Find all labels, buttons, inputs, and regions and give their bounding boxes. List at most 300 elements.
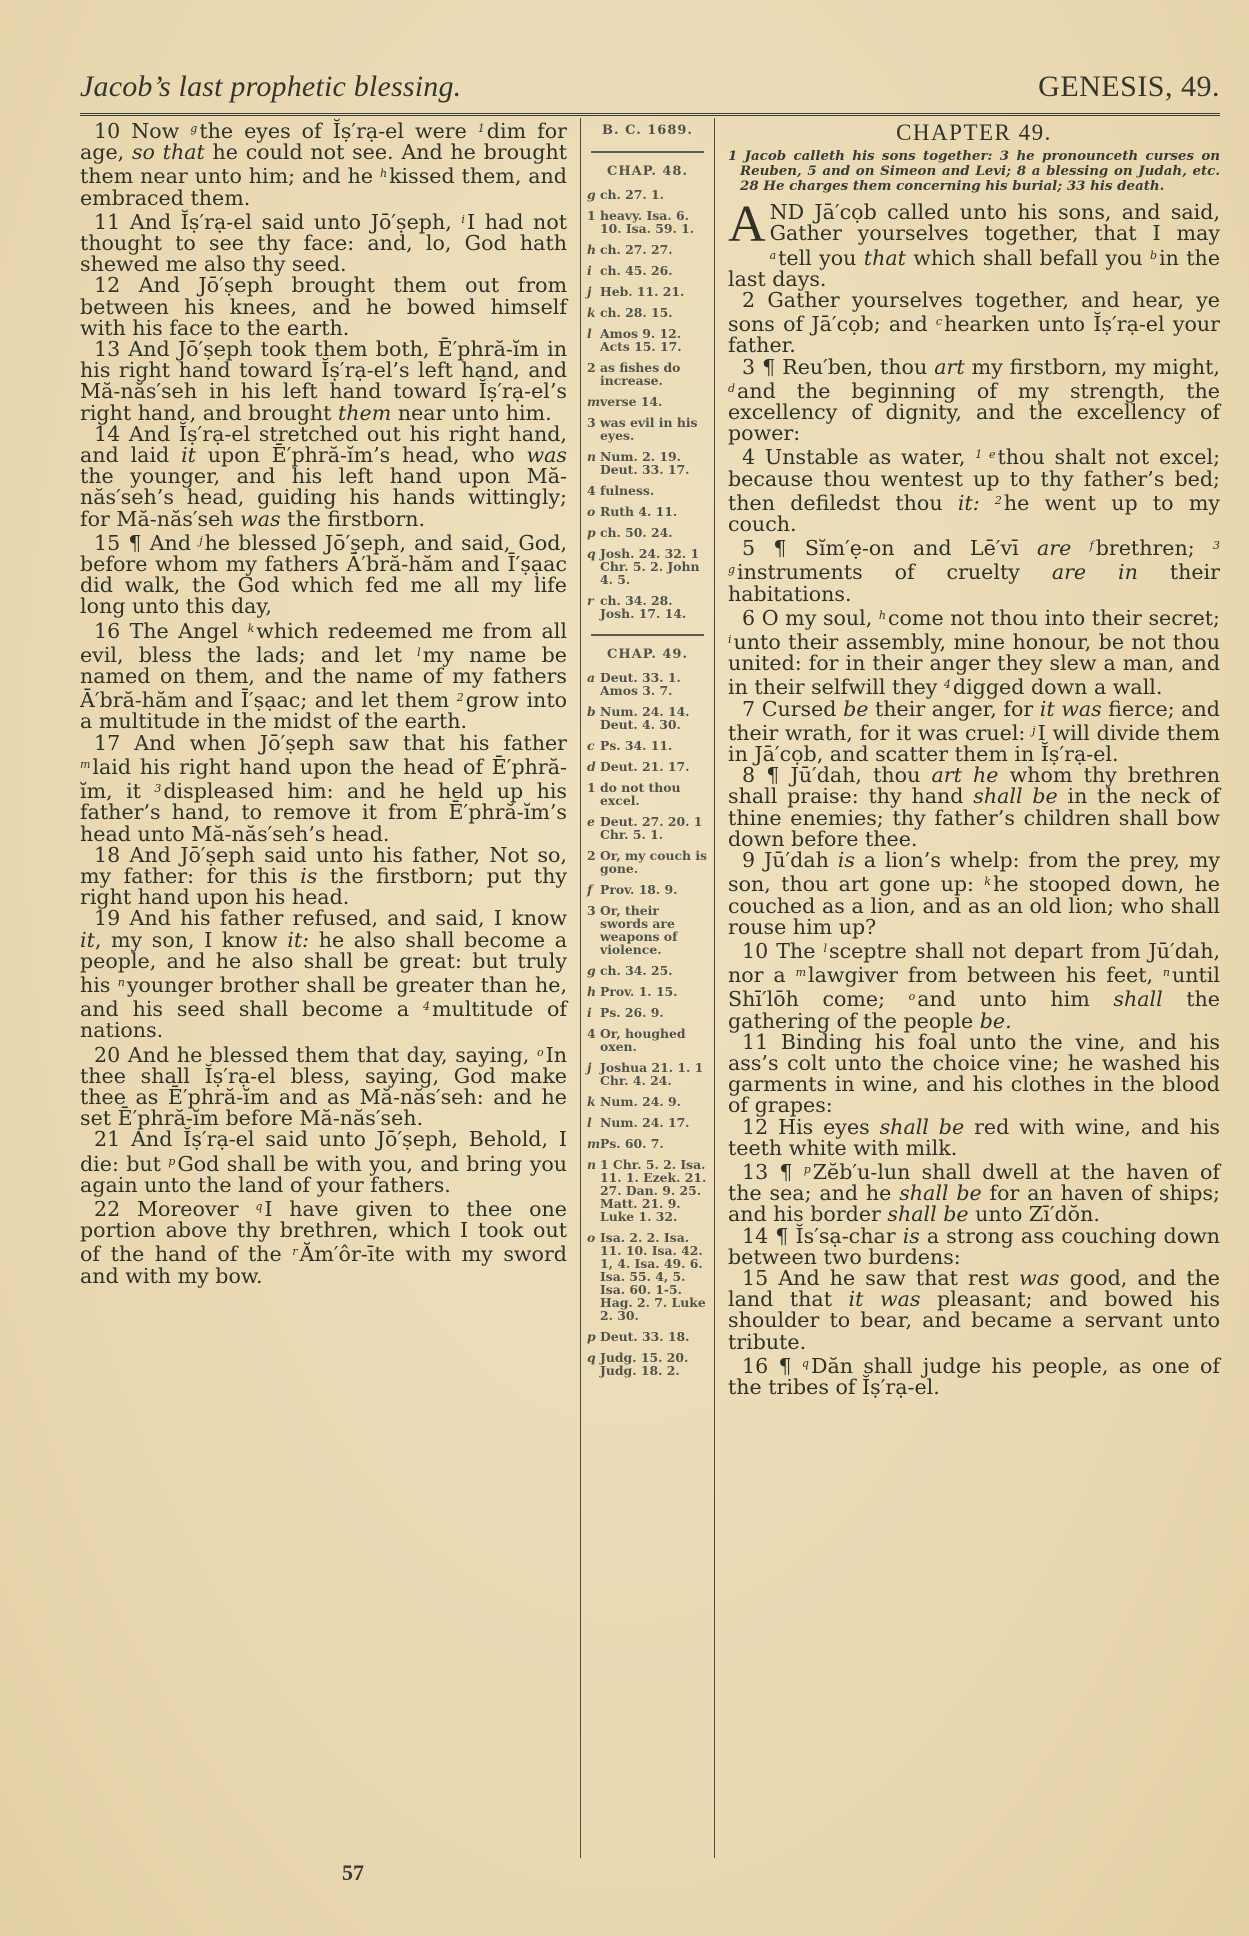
verse-number: 10 — [94, 119, 132, 143]
ref-marker: 2 — [587, 360, 596, 375]
verse-text: the firstborn. — [280, 506, 426, 531]
reference-marker: a — [769, 248, 777, 262]
reference-marker: p — [168, 1154, 176, 1168]
ref-marker: 1 — [587, 780, 596, 795]
cross-reference — [587, 264, 708, 277]
verse-text: unto their assembly, mine honour, be not thou united: for in their anger they slew a man, and in their selfwill they — [728, 630, 1220, 700]
verse-text: The — [776, 938, 824, 963]
ref-marker: p — [587, 525, 596, 540]
verse-number: 17 — [94, 730, 135, 755]
reference-marker: l — [417, 645, 421, 659]
verse-number: 9 — [742, 848, 764, 873]
reference-marker: 4 — [422, 1000, 430, 1014]
verse-text: Gather yourselves together, and hear, ye sons of Jā′cọb; and — [728, 288, 1220, 337]
cross-reference — [587, 760, 708, 773]
cross-reference — [587, 361, 708, 387]
verse-text: sceptre shall not depart from Jū′dah, nor a — [728, 938, 1220, 988]
verse-text: my firstborn, my might, — [964, 354, 1220, 379]
ref-marker: 3 — [587, 903, 596, 918]
verse-text: multitude of nations. — [80, 997, 568, 1043]
ref-text: Heb. 11. 21. — [600, 284, 685, 299]
verse — [80, 209, 567, 276]
ref-divider — [591, 151, 704, 153]
reference-marker: h — [878, 608, 886, 622]
cross-reference — [587, 1231, 708, 1322]
drop-cap: A — [728, 196, 766, 254]
verse-text: brethren; — [1095, 536, 1214, 561]
verse — [80, 908, 567, 1041]
italic-supplied-word: that — [863, 245, 906, 270]
cross-reference — [587, 505, 708, 518]
italic-supplied-word: shall be — [973, 784, 1058, 809]
cross-reference — [587, 985, 708, 998]
ref-text: was evil in his eyes. — [600, 415, 698, 443]
verse-text: And Ĭṣ′rạ-el stretched out his right hand, and laid — [80, 421, 567, 468]
cross-reference — [587, 671, 708, 697]
verse-text: displeased him: and he held up his father’s hand, to remove it from Ē′phră-ĭm’s head unto Mă-năs′seh’s head. — [80, 779, 567, 846]
cross-reference — [587, 188, 708, 201]
verse-number: 7 — [742, 696, 762, 721]
ref-marker: h — [587, 242, 597, 257]
cross-reference — [587, 395, 708, 408]
verse-text: And his father refused, and said, I know — [129, 906, 567, 931]
ref-text: Ruth 4. 11. — [600, 504, 678, 519]
ref-marker: 2 — [587, 848, 596, 863]
ref-marker: l — [587, 1115, 592, 1130]
verse — [80, 1196, 567, 1287]
verse-text: near unto him. — [391, 400, 552, 425]
verse-number: 13 — [94, 337, 129, 362]
ref-marker: m — [587, 394, 601, 409]
cross-reference — [587, 904, 708, 956]
verse-text: Reu′ben, thou — [782, 354, 935, 379]
verse — [80, 339, 567, 424]
reference-marker: m — [80, 757, 91, 771]
ref-text: Ps. 26. 9. — [600, 1005, 664, 1020]
verse-number: 4 — [742, 445, 765, 470]
reference-sections — [587, 165, 708, 1377]
verse-text: the firstborn; put thy right hand upon his head. — [80, 863, 567, 910]
cross-reference — [587, 327, 708, 353]
verse-text: And Jō′ṣeph said unto his father, Not so, my father: for this — [80, 842, 567, 888]
ref-marker: 3 — [587, 415, 596, 430]
verse-text: Jū′dah — [763, 848, 838, 873]
verse-number: 15 ¶ — [94, 530, 150, 555]
cross-reference — [587, 547, 708, 586]
verse-text: And Jō′ṣeph brought them out from between his knees, and he bowed himself with his face to the earth. — [80, 273, 567, 340]
chapter-title: CHAPTER 49. — [896, 120, 1052, 145]
italic-supplied-word: it: — [287, 927, 310, 952]
ref-text: Num. 2. 19. Deut. 33. 17. — [600, 449, 690, 477]
verse — [728, 535, 1220, 605]
cross-reference — [587, 1116, 708, 1129]
verse-text: And Ĭṣ′rạ-el said unto Jō′ṣeph, Behold, I die: but — [80, 1127, 567, 1176]
ref-marker: j — [587, 1060, 592, 1075]
italic-supplied-word: was — [1019, 1265, 1060, 1290]
verse — [80, 1042, 567, 1130]
verse-number: 18 — [94, 842, 130, 867]
verse-text: which redeemed me from all evil, bless the lads; and let — [80, 618, 567, 667]
verse-number: 12 — [94, 273, 139, 298]
verse-text: unto Zī′dŏn. — [968, 1202, 1100, 1227]
ref-marker: n — [587, 1157, 597, 1172]
ref-text: do not thou excel. — [600, 780, 681, 808]
ref-text: ch. 34. 28. Josh. 17. 14. — [600, 593, 687, 621]
cross-reference — [587, 781, 708, 807]
verse-number: 10 — [742, 938, 777, 963]
verse-text: kissed them, and embraced them. — [80, 164, 567, 210]
ref-text: Isa. 2. 2. Isa. 11. 10. Isa. 42. 1, 4. Isa. 49. 6. Isa. 55. 4, 5. Isa. 60. 1-5. Hag. 2. 7. Luke 2. 30. — [600, 1230, 706, 1323]
ref-marker: r — [587, 593, 594, 608]
italic-supplied-word: shall be — [887, 1202, 969, 1227]
reference-marker: c — [935, 315, 943, 329]
ref-chapter-label: CHAP. 49. — [606, 647, 688, 662]
verse-text: the gathering of the people — [728, 987, 1220, 1033]
italic-supplied-word: them — [338, 400, 392, 425]
verse-number: 13 ¶ — [742, 1159, 804, 1184]
verse-text: Sĭm′ẹ-on and Lē′vī — [804, 536, 1037, 561]
verse — [728, 196, 1221, 291]
ref-marker: i — [587, 1005, 592, 1020]
cross-reference — [587, 526, 708, 539]
reference-marker: i — [461, 212, 465, 226]
verse — [728, 850, 1220, 938]
verse — [80, 275, 567, 339]
verse-text: Moreover — [136, 1196, 256, 1221]
ref-marker: f — [587, 882, 593, 897]
cross-reference — [587, 416, 708, 442]
verse-text: And Ĭṣ′rạ-el said unto Jō′ṣeph, — [129, 209, 462, 234]
verse-text: ND Jā′cọb called unto his sons, and said, Gather yourselves together, that I may — [769, 200, 1220, 246]
verse — [728, 1353, 1220, 1398]
verse-text: he went up to my couch. — [728, 490, 1220, 537]
cross-reference — [587, 1027, 708, 1053]
verse-text: red with wine, and his teeth white with milk. — [728, 1114, 1220, 1160]
reference-marker: j — [1032, 723, 1036, 737]
cross-reference — [587, 883, 708, 896]
ref-marker: l — [587, 326, 592, 341]
italic-supplied-word: was — [526, 443, 567, 468]
verse-number: 6 — [742, 605, 762, 630]
cross-reference — [587, 1095, 708, 1108]
cross-reference — [587, 285, 708, 298]
verse-text: Ăm′ôr-īte with my sword and with my bow. — [80, 1242, 567, 1288]
verse-text: whom thy brethren shall praise: thy hand — [728, 763, 1220, 809]
cross-reference — [587, 243, 708, 256]
ref-text: Judg. 15. 20. Judg. 18. 2. — [600, 1350, 689, 1378]
verse-text: and the beginning of my strength, the excellency of dignity, and the excellency of power: — [728, 378, 1220, 446]
verse-number: 14 — [94, 421, 129, 446]
ref-text: Or, their swords are weapons of violence. — [600, 903, 678, 957]
reference-marker: l — [823, 941, 828, 955]
running-head — [80, 70, 1220, 110]
reference-marker: q — [801, 1356, 809, 1370]
cross-reference — [587, 450, 708, 476]
verse — [728, 1159, 1220, 1226]
verse-text: he stooped down, he couched as a lion, and as an old lion; who shall rouse him up? — [728, 872, 1220, 939]
ref-marker: k — [587, 1094, 596, 1109]
reference-marker: k — [247, 621, 255, 635]
verse-text: a lion’s whelp: from the prey, my son, thou art gone up: — [728, 848, 1220, 897]
verse-text: O my soul, — [761, 605, 879, 630]
verse-text: until Shī′lōh come; — [728, 963, 1220, 1012]
reference-marker: 3 — [154, 782, 162, 796]
verse-text: in the last days. — [728, 245, 1221, 291]
verse — [728, 765, 1220, 850]
ref-marker: g — [587, 963, 596, 978]
verse-text — [1071, 536, 1089, 560]
verse-text: their anger, for — [868, 696, 1040, 721]
italic-supplied-word: is — [300, 863, 318, 888]
reference-marker: q — [255, 1199, 263, 1213]
verse-text: hearken unto Ĭṣ′rạ-el your father. — [728, 312, 1220, 358]
verse-number: 11 — [94, 209, 130, 234]
reference-marker: n — [117, 975, 125, 989]
verse-number: 3 ¶ — [742, 354, 783, 379]
italic-supplied-word: are in — [1051, 560, 1138, 585]
verse-number: 8 ¶ — [742, 763, 791, 788]
verse-text: Ĭs′sạ-char — [795, 1223, 903, 1248]
verse-text: Zĕb′u-lun shall dwell at the haven of the sea; and he — [728, 1159, 1220, 1206]
verse-text: grow into a multitude in the midst of the earth. — [80, 688, 567, 734]
verse — [80, 530, 567, 618]
ref-marker: k — [587, 305, 596, 320]
reference-marker: k — [984, 875, 991, 889]
italic-supplied-word: was — [240, 506, 281, 531]
cross-reference — [587, 484, 708, 497]
ref-divider — [591, 634, 704, 636]
verse — [728, 354, 1220, 446]
reference-marker: 4 — [943, 678, 951, 692]
reference-marker: n — [1162, 966, 1170, 980]
ref-marker: d — [587, 759, 596, 774]
reference-marker: p — [803, 1162, 811, 1176]
verse-text: And he saw that rest — [778, 1265, 1020, 1290]
cross-reference — [587, 594, 708, 620]
italic-supplied-word: art — [934, 354, 965, 379]
header-rule — [80, 113, 1220, 117]
cross-reference — [587, 815, 708, 841]
verse-text: tell you — [778, 245, 864, 270]
verse-text: Now — [131, 119, 191, 143]
ref-marker: m — [587, 1136, 601, 1151]
verse-text: instruments of cruelty — [737, 560, 1052, 585]
cross-reference — [587, 1351, 708, 1377]
reference-marker: i — [728, 633, 732, 647]
cross-reference — [587, 964, 708, 977]
verse-number: 16 — [94, 618, 130, 643]
italic-supplied-word: shall — [1113, 987, 1163, 1012]
cross-reference — [587, 705, 708, 731]
verse-text: , my son, I know — [94, 927, 288, 952]
verse-text: come not thou into their secret; — [888, 605, 1220, 630]
verse — [728, 1265, 1220, 1354]
verse-text: fierce; and their wrath, for it was cruel: — [728, 696, 1220, 745]
reference-marker: 1 e — [975, 448, 996, 462]
ref-text: ch. 27. 1. — [600, 187, 664, 202]
verse — [80, 421, 567, 531]
ref-marker: q — [587, 546, 596, 561]
ref-text: Prov. 18. 9. — [600, 882, 678, 897]
ref-text: Or, houghed oxen. — [600, 1026, 686, 1054]
italic-supplied-word: it — [80, 927, 95, 952]
ref-text: Prov. 1. 15. — [600, 984, 678, 999]
ref-text: Num. 24. 9. — [600, 1094, 681, 1109]
verse-number: 21 — [94, 1127, 132, 1152]
verse-text: And he blessed them that day, saying, — [127, 1042, 537, 1067]
verse — [728, 1223, 1221, 1269]
verse-text: for an haven of ships; and his border — [728, 1181, 1220, 1227]
cross-reference — [587, 1137, 708, 1150]
verse — [728, 696, 1220, 767]
ref-marker: 1 — [587, 208, 596, 223]
page-number: 57 — [342, 1860, 364, 1885]
era-date: B. C. 1689. — [602, 123, 693, 138]
ref-text: Amos 9. 12. Acts 15. 17. — [600, 326, 682, 354]
cross-reference — [587, 306, 708, 319]
reference-marker: o — [536, 1045, 544, 1059]
ref-marker: b — [587, 704, 596, 719]
reference-marker: o — [908, 990, 916, 1004]
cross-reference — [587, 1158, 708, 1223]
verse-text: he also shall become a people, and he also shall be great: but truly his — [80, 927, 567, 997]
verse-text: my name be named on them, and the name of my fathers Ā′bră-hăm and Ī′ṣạac; and let them — [80, 642, 567, 713]
reference-marker: r — [292, 1245, 298, 1259]
ref-marker: h — [587, 984, 597, 999]
italic-supplied-word: is — [837, 848, 855, 873]
ref-text: Ps. 60. 7. — [600, 1136, 664, 1151]
ref-text: heavy. Isa. 6. 10. Isa. 59. 1. — [600, 208, 695, 236]
ref-marker: o — [587, 504, 596, 519]
verse-text: thou shalt not excel; because thou wentest up to thy father’s bed; then defiledst thou — [728, 445, 1221, 515]
italic-supplied-word: it: — [957, 490, 980, 515]
ref-text: Num. 24. 14. Deut. 4. 30. — [600, 704, 690, 732]
ref-marker: n — [587, 449, 597, 464]
ref-chapter-label: CHAP. 48. — [606, 164, 688, 179]
ref-text: ch. 50. 24. — [600, 525, 673, 540]
ref-marker: o — [587, 1230, 596, 1245]
reference-marker: f — [1089, 539, 1094, 553]
verse-text: in the neck of thine enemies; thy father’s children shall bow down before thee. — [728, 784, 1220, 851]
ref-marker: g — [587, 187, 596, 202]
ref-text: 1 Chr. 5. 2. Isa. 11. 1. Ezek. 21. 27. Dan. 9. 25. Matt. 21. 9. Luke 1. 32. — [600, 1157, 707, 1224]
verse-text: God shall be with you, and bring you again unto the land of your fathers. — [80, 1151, 567, 1197]
ref-marker: 4 — [587, 483, 596, 498]
ref-marker: e — [587, 814, 595, 829]
verse-text — [980, 491, 995, 515]
verse-text: the eyes of Ĭṣ′rạ-el were — [199, 119, 478, 143]
left-text-column — [80, 118, 567, 1287]
verse — [80, 842, 567, 910]
cross-reference — [587, 849, 708, 875]
verse-number: 14 ¶ — [742, 1223, 796, 1248]
verse-text: dim for age, — [80, 119, 567, 165]
verse — [728, 1029, 1220, 1118]
ref-text: ch. 27. 27. — [600, 242, 673, 257]
verse-number: 20 — [94, 1042, 128, 1067]
verse — [728, 290, 1220, 357]
verse — [80, 1129, 567, 1196]
italic-supplied-word: it was — [848, 1287, 921, 1312]
ref-text: ch. 34. 25. — [600, 963, 673, 978]
verse-text: The Angel — [129, 618, 248, 643]
cross-reference — [587, 1330, 708, 1343]
cross-reference-column — [580, 118, 715, 1858]
ref-text: Joshua 21. 1. 1 Chr. 4. 24. — [600, 1060, 704, 1088]
verse-text: he could not see. And he brought them near unto him; and he — [80, 140, 567, 189]
verse — [728, 1114, 1220, 1160]
italic-supplied-word: it was — [1039, 696, 1102, 721]
chapter-summary: 1 Jacob calleth his sons together: 3 he pronounceth curses on Reuben, 5 and on Simeon and Levi; 8 a blessing on Judah, etc. 28 He charges them concerning his burial; 33 his death. — [728, 148, 1220, 195]
verse-text: younger brother shall be greater than he, and his seed shall become a — [80, 972, 567, 1022]
italic-supplied-word: it — [181, 443, 196, 468]
verse-text: which shall befall you — [905, 245, 1151, 270]
verse — [80, 118, 567, 209]
right-text-column — [728, 118, 1220, 1398]
italic-supplied-word: be — [843, 696, 869, 721]
verse-text: pleasant; and bowed his shoulder to bear, and became a servant unto tribute. — [728, 1287, 1220, 1354]
ref-marker: a — [587, 670, 596, 685]
verse — [80, 730, 567, 846]
ref-marker: p — [587, 1329, 596, 1344]
verse-text: he blessed Jō′ṣeph, and said, God, before whom my fathers Ā′bră-hăm and Ī′ṣạac did walk, the God which fed me all my life long unto this day, — [80, 530, 568, 619]
italic-supplied-word: are — [1036, 536, 1072, 561]
ref-text: Deut. 33. 1. Amos 3. 7. — [600, 670, 681, 698]
verse-text: laid his right hand upon the head of Ē′phră-ĭm, it — [80, 754, 567, 804]
verse-text: Cursed — [761, 696, 844, 721]
italic-supplied-word: be. — [979, 1008, 1012, 1033]
verse — [80, 618, 567, 733]
verse-text: Unstable as water, — [764, 445, 976, 470]
verse-text: good, and the land that — [728, 1265, 1220, 1312]
cross-reference — [587, 1006, 708, 1019]
verse-number: 12 — [742, 1114, 779, 1139]
verse — [728, 605, 1220, 699]
reference-marker: h — [379, 167, 388, 181]
verse-number: 2 — [742, 288, 768, 313]
ref-marker: j — [587, 284, 592, 299]
verse-text: lawgiver from between his feet, — [808, 963, 1163, 988]
ref-marker: 4 — [587, 1026, 596, 1041]
ref-marker: i — [587, 263, 592, 278]
verse-number: 15 — [742, 1265, 779, 1290]
verse — [728, 938, 1220, 1032]
verse-text: their habitations. — [728, 560, 1220, 606]
reference-marker: 2 — [994, 493, 1002, 507]
reference-marker: b — [1150, 248, 1158, 262]
reference-marker: m — [795, 966, 806, 980]
verse-number: 16 ¶ — [742, 1353, 802, 1378]
verse-text: Dăn shall judge his people, as one of the tribes of Ĭṣ′rạ-el. — [728, 1353, 1221, 1399]
verse-text: Jū′dah, thou — [790, 763, 932, 788]
running-head-book-chapter: GENESIS, 49. — [1038, 70, 1220, 103]
ref-text: Num. 24. 17. — [600, 1115, 690, 1130]
verse-text: And — [149, 530, 200, 555]
verse-text: a strong ass couching down between two burdens: — [728, 1223, 1221, 1269]
reference-marker: g — [190, 122, 198, 135]
verse-text: And when Jō′ṣeph saw that his father — [134, 730, 567, 755]
italic-supplied-word: so that — [131, 140, 205, 165]
italic-supplied-word: art he — [931, 763, 999, 788]
verse-text: and unto him — [917, 987, 1114, 1012]
ref-marker: c — [587, 738, 595, 753]
verse-text: I had not thought to see thy face: and, lo, God hath shewed me also thy seed. — [80, 209, 567, 277]
verse-text: digged down a wall. — [952, 675, 1163, 700]
running-head-title: Jacob’s last prophetic blessing. — [80, 70, 462, 103]
verse-text: the younger, and his left hand upon Mă-năs′seh’s head, guiding his hands wittingly; for Mă-năs′seh — [80, 464, 567, 531]
ref-text: Ps. 34. 11. — [600, 738, 673, 753]
ref-text: Deut. 33. 18. — [600, 1329, 690, 1344]
